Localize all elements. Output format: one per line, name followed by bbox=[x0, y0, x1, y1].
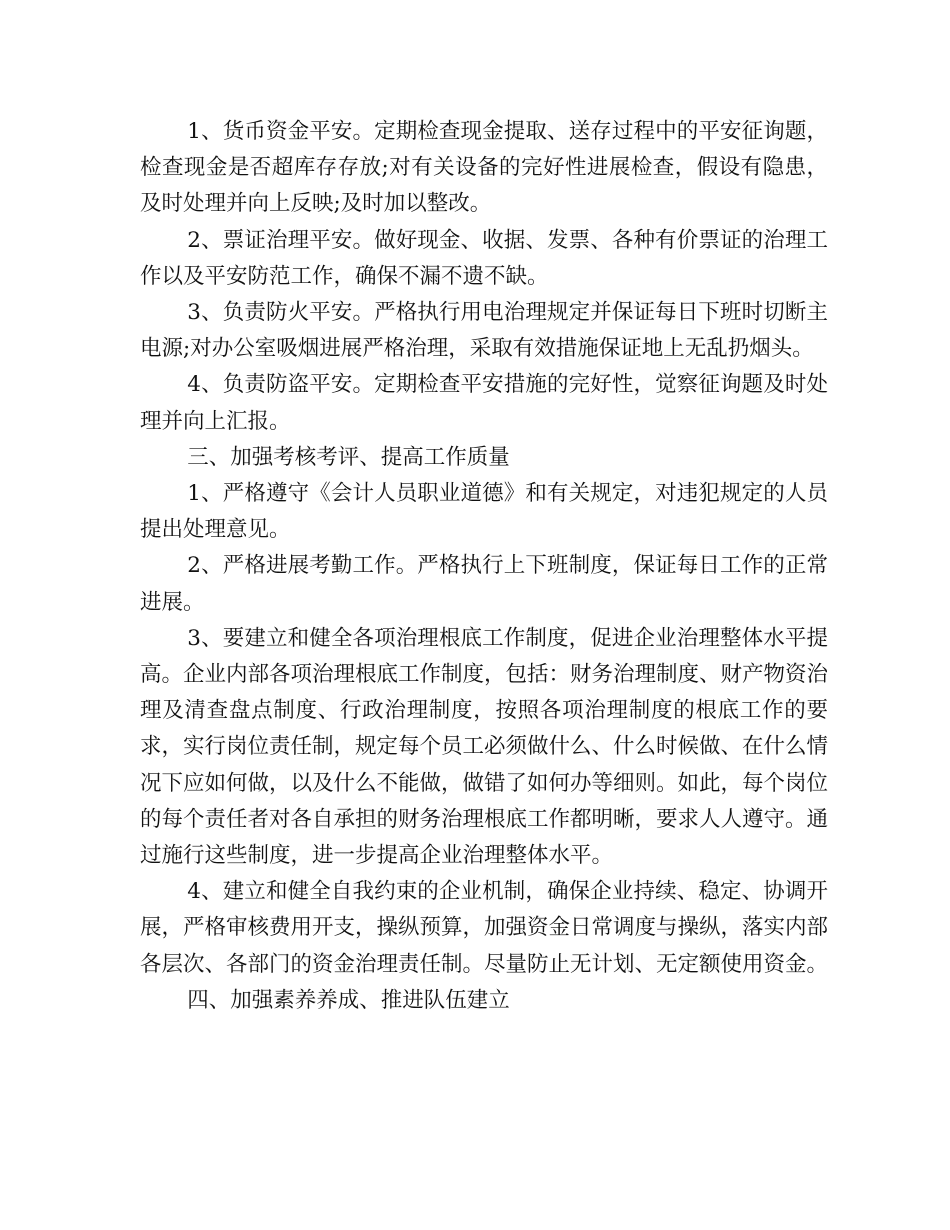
paragraph-money-safety: 1、货币资金平安。定期检查现金提取、送存过程中的平安征询题，检查现金是否超库存存放;对有关设备的完好性进展检查，假设有隐患，及时处理并向上反映;及时加以整改。 bbox=[140, 119, 828, 217]
section-heading-team-building: 四、加强素养养成、推进队伍建立 bbox=[187, 987, 510, 1013]
paragraph-ethics: 1、严格遵守《会计人员职业道德》和有关规定，对违犯规定的人员提出处理意见。 bbox=[140, 481, 828, 543]
paragraph-management-system: 3、要建立和健全各项治理根底工作制度，促进企业治理整体水平提高。企业内部各项治理根底工作制度，包括：财务治理制度、财产物资治理及清查盘点制度、行政治理制度，按照各项治理制度的根底工作的要求，实行岗位责任制，规定每个员工必须做什么、什么时候做、在什么情况下应如何做，以及什么不能做，做错了如何办等细则。如此，每个岗位的每个责任者对各自承担的财务治理根底工作都明晰，要求人人遵守。通过施行这些制度，进一步提高企业治理整体水平。 bbox=[140, 625, 829, 869]
document-body bbox=[140, 114, 828, 1019]
paragraph-self-discipline: 4、建立和健全自我约束的企业机制，确保企业持续、稳定、协调开展，严格审核费用开支，操纵预算，加强资金日常调度与操纵，落实内部各层次、各部门的资金治理责任制。尽量防止无计划、无定额使用资金。 bbox=[140, 879, 829, 977]
section-heading-assessment: 三、加强考核考评、提高工作质量 bbox=[187, 444, 510, 470]
paragraph-theft-safety: 4、负责防盗平安。定期检查平安措施的完好性，觉察征询题及时处理并向上汇报。 bbox=[140, 372, 828, 434]
paragraph-attendance: 2、严格进展考勤工作。严格执行上下班制度，保证每日工作的正常进展。 bbox=[140, 553, 828, 615]
paragraph-voucher-safety: 2、票证治理平安。做好现金、收据、发票、各种有价票证的治理工作以及平安防范工作，确保不漏不遗不缺。 bbox=[140, 227, 828, 289]
paragraph-fire-safety: 3、负责防火平安。严格执行用电治理规定并保证每日下班时切断主电源;对办公室吸烟进展严格治理，采取有效措施保证地上无乱扔烟头。 bbox=[140, 300, 828, 362]
